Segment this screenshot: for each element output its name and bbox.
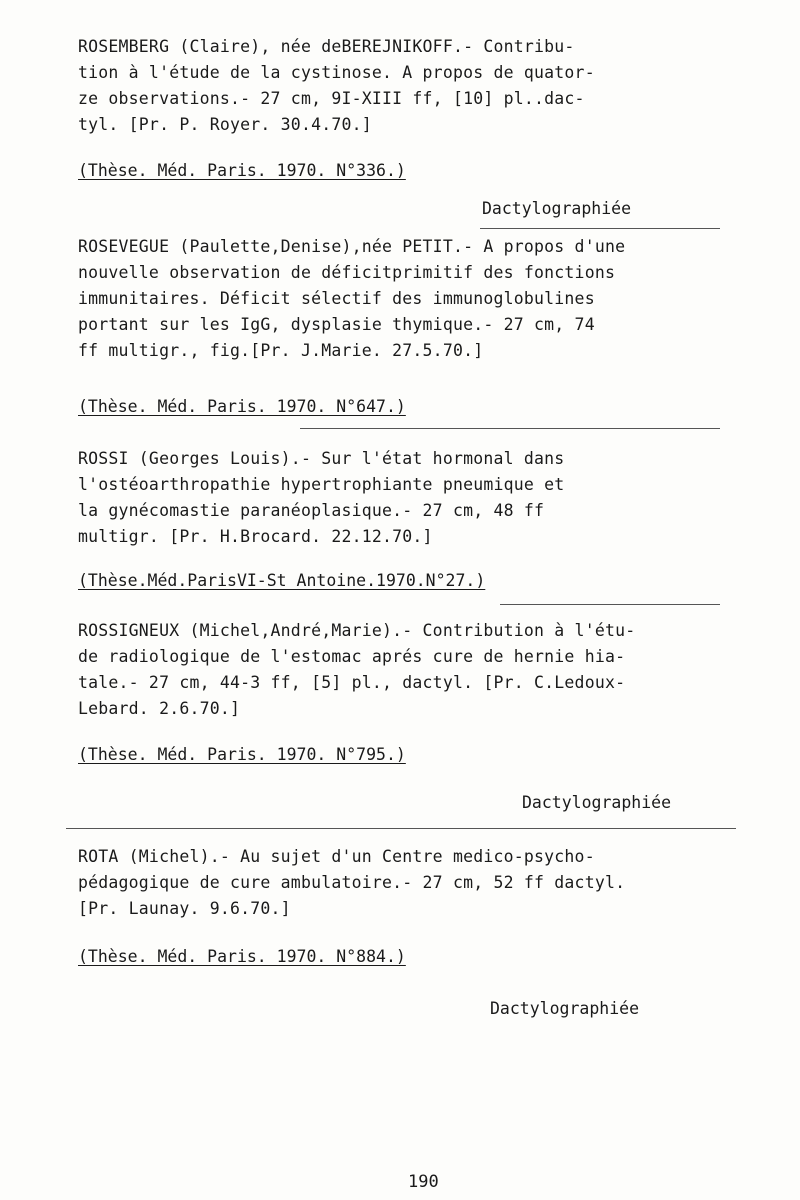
thesis-line: (Thèse. Méd. Paris. 1970. N°336.) xyxy=(78,161,406,180)
typescript-note: Dactylographiée xyxy=(490,999,640,1018)
entry-line: tale.- 27 cm, 44-3 ff, [5] pl., dactyl. [Pr. C.Ledoux- xyxy=(78,673,626,692)
thesis-reference xyxy=(78,158,738,184)
thesis-line: (Thèse. Méd. Paris. 1970. N°795.) xyxy=(78,745,406,764)
entry-line: ROSSIGNEUX (Michel,André,Marie).- Contribution à l'étu- xyxy=(78,621,636,640)
divider-rule xyxy=(66,828,736,829)
entry-line: multigr. [Pr. H.Brocard. 22.12.70.] xyxy=(78,527,433,546)
entry-line: tion à l'étude de la cystinose. A propos de quator- xyxy=(78,63,595,82)
entry-line: ze observations.- 27 cm, 9I-XIII ff, [10] pl..dac- xyxy=(78,89,585,108)
entry-line: [Pr. Launay. 9.6.70.] xyxy=(78,899,291,918)
typescript-note: Dactylographiée xyxy=(522,793,672,812)
thesis-line: (Thèse. Méd. Paris. 1970. N°884.) xyxy=(78,947,406,966)
thesis-reference xyxy=(78,394,738,420)
entry-line: nouvelle observation de déficitprimitif des fonctions xyxy=(78,263,616,282)
divider-rule xyxy=(480,228,720,229)
entry-line: la gynécomastie paranéoplasique.- 27 cm, 48 ff xyxy=(78,501,545,520)
thesis-reference xyxy=(78,742,738,768)
entry-line: ROTA (Michel).- Au sujet d'un Centre medico-psycho- xyxy=(78,847,595,866)
entry-line: ROSEVEGUE (Paulette,Denise),née PETIT.- A propos d'une xyxy=(78,237,626,256)
thesis-reference xyxy=(78,568,738,594)
entry-line: Lebard. 2.6.70.] xyxy=(78,699,241,718)
divider-rule xyxy=(500,604,720,605)
bibliography-entry xyxy=(78,234,738,364)
entry-line: pédagogique de cure ambulatoire.- 27 cm, 52 ff dactyl. xyxy=(78,873,626,892)
bibliography-entry xyxy=(78,34,738,138)
entry-line: l'ostéoarthropathie hypertrophiante pneumique et xyxy=(78,475,565,494)
bibliography-entry xyxy=(78,618,738,722)
thesis-line: (Thèse. Méd. Paris. 1970. N°647.) xyxy=(78,397,406,416)
thesis-reference xyxy=(78,944,738,970)
page-number: 190 xyxy=(408,1172,439,1192)
entry-line: portant sur les IgG, dysplasie thymique.- 27 cm, 74 xyxy=(78,315,595,334)
typescript-note: Dactylographiée xyxy=(482,199,632,218)
entry-line: ROSEMBERG (Claire), née deBEREJNIKOFF.- Contribu- xyxy=(78,37,575,56)
thesis-line: (Thèse.Méd.ParisVI-St Antoine.1970.N°27.) xyxy=(78,571,486,590)
entry-line: ff multigr., fig.[Pr. J.Marie. 27.5.70.] xyxy=(78,341,484,360)
entry-line: tyl. [Pr. P. Royer. 30.4.70.] xyxy=(78,115,372,134)
entry-line: de radiologique de l'estomac aprés cure de hernie hia- xyxy=(78,647,626,666)
bibliography-entry xyxy=(78,446,738,550)
entry-line: immunitaires. Déficit sélectif des immunoglobulines xyxy=(78,289,595,308)
entry-line: ROSSI (Georges Louis).- Sur l'état hormonal dans xyxy=(78,449,565,468)
bibliography-entry xyxy=(78,844,738,922)
divider-rule xyxy=(300,428,720,429)
